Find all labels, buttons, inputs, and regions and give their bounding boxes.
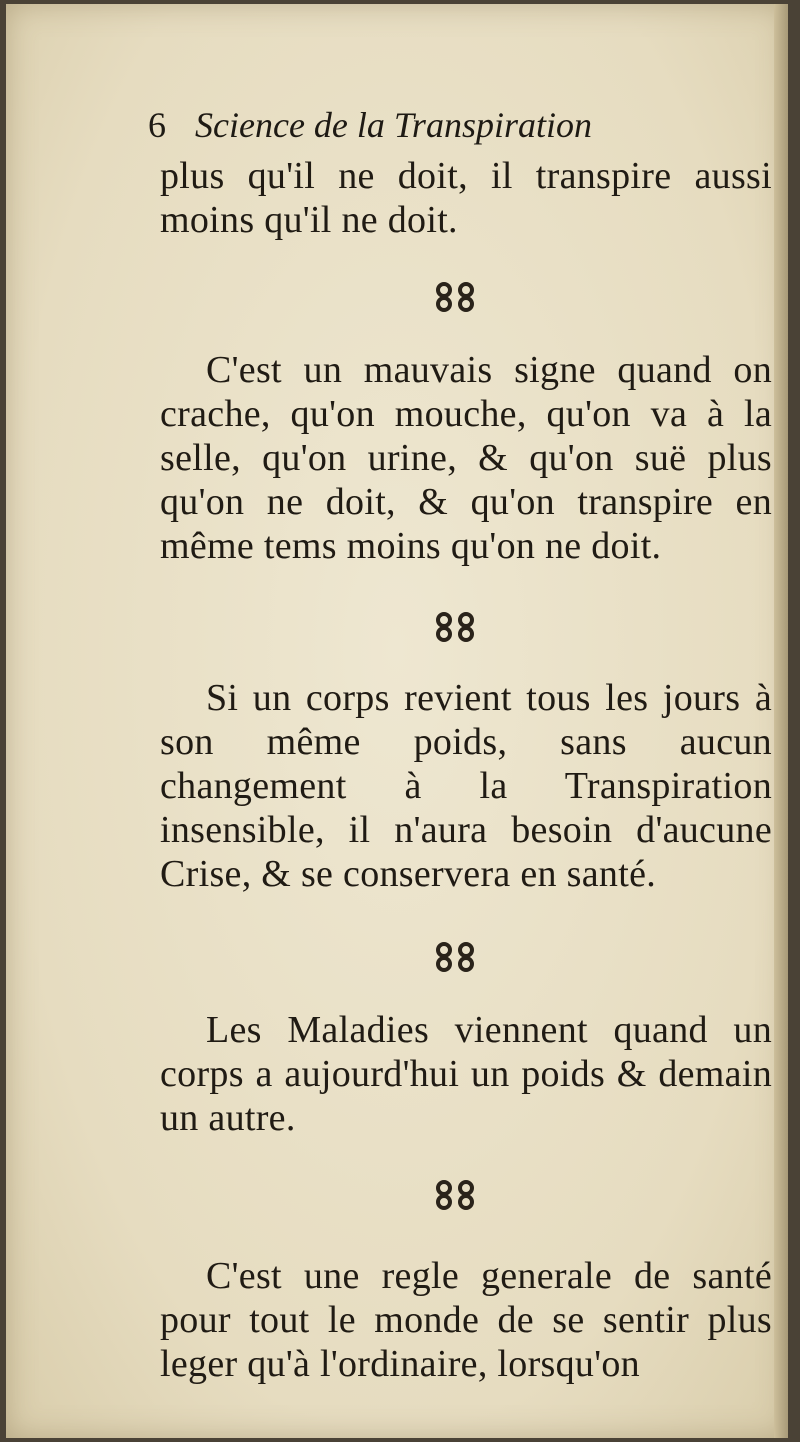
page-edge — [774, 4, 788, 1438]
paragraph-3: Si un corps revient tous les jours à son même poids, sans aucun changement à la Transpiration insensible, il n'aura besoin d'aucune Crise, & se conservera en santé. — [160, 677, 772, 895]
paragraph-1: plus qu'il ne doit, il transpire aussi moins qu'il ne doit. — [160, 155, 772, 241]
book-page — [6, 4, 788, 1438]
paragraph-2: C'est un mauvais signe quand on crache, qu'on mouche, qu'on va à la selle, qu'on urine, & qu'on suë plus qu'on ne doit, & qu'on transpire en même tems moins qu'on ne doit. — [160, 349, 772, 567]
page-number: 6 — [148, 105, 166, 145]
ornament-icon — [430, 610, 482, 644]
ornament-icon — [430, 1178, 482, 1212]
ornament-icon — [430, 940, 482, 974]
running-title: Science de la Transpiration — [195, 105, 592, 145]
paragraph-5: C'est une regle generale de santé pour tout le monde de se sentir plus leger qu'à l'ordinaire, lorsqu'on — [160, 1255, 772, 1385]
running-header — [148, 104, 778, 146]
paragraph-4: Les Maladies viennent quand un corps a aujourd'hui un poids & demain un autre. — [160, 1009, 772, 1139]
ornament-icon — [430, 280, 482, 314]
